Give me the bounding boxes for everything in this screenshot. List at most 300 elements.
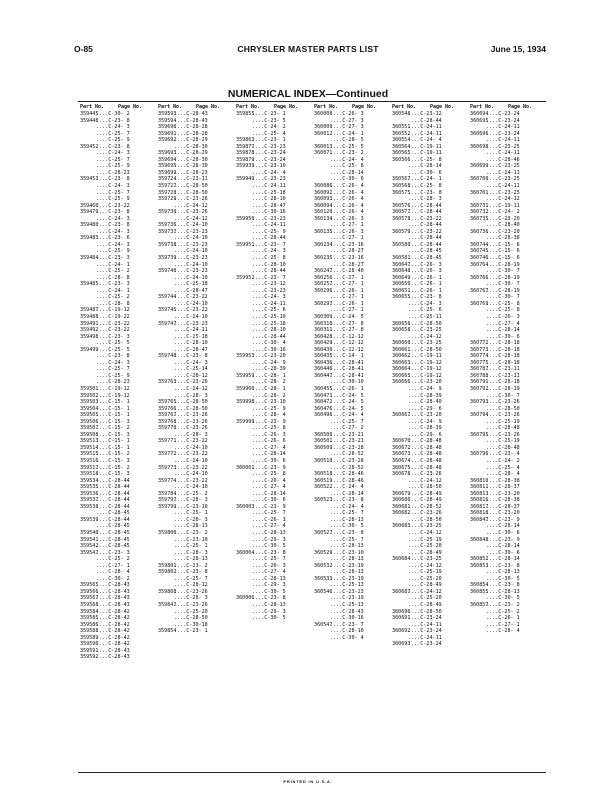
page-reference: ....C-25- 2 <box>96 268 130 275</box>
page-reference: ....C-28-42 <box>96 628 130 635</box>
part-number: 360670 <box>392 438 411 445</box>
page-reference: ....C-15- 1 <box>96 412 130 419</box>
printed-in-footer: PRINTED IN U.S.A. <box>283 779 333 784</box>
page-reference: ....C-26- 1 <box>486 615 520 622</box>
page-reference: ....C-24- 3 <box>174 359 208 366</box>
page-reference: ....C-27- 1 <box>330 222 364 229</box>
page-reference: ....C-27- 1 <box>330 274 364 281</box>
part-number: 360854 <box>470 582 489 589</box>
section-title: NUMERICAL INDEX—Continued <box>227 88 389 100</box>
part-number: 359772 <box>158 451 177 458</box>
page-reference: ....C-23- 9 <box>252 418 286 425</box>
column-header <box>390 104 468 111</box>
page-reference: ....C-28-18 <box>486 379 520 386</box>
page-reference: ....C-24-10 <box>174 444 208 451</box>
page-reference: ....C-23-24 <box>252 150 286 157</box>
part-number: 360429 <box>314 340 333 347</box>
page-reference: ....C-23- 9 <box>486 516 520 523</box>
page-reference: ....C-23-19 <box>330 562 364 569</box>
part-number: 360256 <box>314 274 333 281</box>
page-reference: ....C-25- 8 <box>486 307 520 314</box>
part-number: 359448 <box>80 117 99 124</box>
page-reference: ....C-28-13 <box>252 530 286 536</box>
page-reference: ....C-24- 4 <box>330 412 364 419</box>
page-reference: ....C-23- 3 <box>96 281 130 288</box>
page-reference: ....C-28-14 <box>330 169 364 176</box>
page-reference: ....C-24-11 <box>252 183 286 190</box>
page-reference: ....C-25-13 <box>330 582 364 589</box>
page-reference: ....C-12-12 <box>330 333 364 340</box>
part-number: 360693 <box>392 641 411 648</box>
page-reference: ....C-19-11 <box>408 143 442 150</box>
part-number: 360428 <box>314 333 333 340</box>
part-number: 360501 <box>314 438 333 445</box>
part-number: 360578 <box>392 215 411 222</box>
part-number: 359877 <box>236 143 255 150</box>
page-reference: ....C-23-26 <box>174 209 208 216</box>
page-reference: ....C-28-52 <box>330 464 364 471</box>
page-reference: ....C-28- 2 <box>252 392 286 399</box>
page-reference: ....C-23-24 <box>408 628 442 635</box>
part-number: 360311 <box>314 327 333 334</box>
page-reference: ....C-25- 7 <box>96 130 130 137</box>
page-reference: ....C-28-50 <box>174 399 208 406</box>
page-reference: ....C-23- 8 <box>330 530 364 536</box>
part-number: 360811 <box>470 484 489 491</box>
index-column <box>390 104 468 770</box>
page-reference: ....C-19-12 <box>96 385 130 392</box>
page-reference: ....C-28-44 <box>408 202 442 209</box>
page-reference: ....C-23- 9 <box>252 464 286 471</box>
page-reference: ....C-23-26 <box>486 412 520 419</box>
page-reference: ....C-25- 9 <box>252 228 286 235</box>
page-reference: ....C-24- 2 <box>252 124 286 131</box>
part-number: 360681 <box>392 503 411 510</box>
part-number: 360012 <box>314 130 333 137</box>
page-reference: ....C-28-43 <box>96 595 130 602</box>
part-number: 359727 <box>158 183 177 190</box>
part-number: 359566 <box>80 588 99 595</box>
page-reference: ....C-25- 8 <box>486 300 520 307</box>
page-reference: ....C-26- 4 <box>252 477 286 484</box>
page-reference: ....C-23-25 <box>486 176 520 183</box>
part-number: 359784 <box>158 490 177 497</box>
part-number: 360792 <box>470 385 489 392</box>
page-reference: ....C-27- 1 <box>330 307 364 314</box>
part-number: 359534 <box>80 477 99 484</box>
part-number: 360529 <box>314 549 333 556</box>
page-reference: ....C-23-19 <box>330 575 364 582</box>
part-number: 360853 <box>470 562 489 569</box>
part-number: 360552 <box>392 130 411 137</box>
page-reference: ....C-23- 8 <box>408 189 442 196</box>
page-reference: ....C-28-50 <box>174 183 208 190</box>
part-number: 359745 <box>158 307 177 314</box>
part-number: 360848 <box>470 536 489 543</box>
part-number: 360661 <box>392 346 411 353</box>
page-reference: ....C-27- 4 <box>252 523 286 530</box>
page-reference: ....C-30-16 <box>252 346 286 353</box>
page-reference: ....C-24- 3 <box>96 228 130 235</box>
page-reference: ....C-28-13 <box>330 569 364 576</box>
part-number: 359739 <box>158 255 177 262</box>
page-reference: ....C-24-10 <box>174 235 208 242</box>
part-number: 359585 <box>80 615 99 622</box>
page-reference: ....C-30- 5 <box>486 575 520 582</box>
page-reference: ....C-28-18 <box>486 359 520 366</box>
part-number: 360699 <box>470 163 489 170</box>
part-number: 359744 <box>158 294 177 301</box>
part-number: 360680 <box>392 497 411 504</box>
part-no-header: Part No. <box>392 104 417 110</box>
page-reference: ....C-15- 6 <box>486 248 520 255</box>
part-number: 359771 <box>158 438 177 445</box>
page-reference: ....C-25- 7 <box>96 156 130 163</box>
part-number: 360435 <box>314 353 333 360</box>
page-reference: ....C-25-18 <box>252 189 286 196</box>
part-number: 360766 <box>470 274 489 281</box>
page-reference: ....C-30- 5 <box>330 523 364 530</box>
part-number: 360678 <box>392 471 411 478</box>
page-reference: ....C-12-12 <box>330 340 364 347</box>
page-reference: ....C-28-41 <box>330 359 364 366</box>
page-reference: ....C-24- 1 <box>96 261 130 268</box>
page-reference: ....C-28-13 <box>330 556 364 563</box>
page-reference: ....C-24- 3 <box>252 248 286 255</box>
page-reference: ....C-23- 9 <box>486 536 520 543</box>
page-reference: ....C-26- 1 <box>408 281 442 288</box>
page-reference: ....C-23-26 <box>174 418 208 425</box>
part-no-header: Part No. <box>236 104 261 110</box>
page-reference: ....C-29- 6 <box>408 431 442 438</box>
part-number: 360655 <box>392 294 411 301</box>
page-reference: ....C-30-10 <box>330 379 364 386</box>
page-no-header: Page No. <box>118 104 143 110</box>
part-number: 359808 <box>158 588 177 595</box>
part-number: 360533 <box>314 575 333 582</box>
page-reference: ....C-23-23 <box>330 588 364 595</box>
column-header <box>312 104 390 111</box>
page-reference: ....C-25- 2 <box>486 608 520 615</box>
page-reference: ....C-28-10 <box>330 628 364 635</box>
page-reference: ....C-28-12 <box>174 582 208 589</box>
part-number: 360667 <box>392 412 411 419</box>
page-reference: ....C-15- 2 <box>96 425 130 432</box>
part-number: 360736 <box>470 228 489 235</box>
index-column <box>156 104 234 770</box>
page-reference: ....C-26- 4 <box>330 189 364 196</box>
part-number: 359950 <box>236 215 255 222</box>
part-number: 360746 <box>470 255 489 262</box>
part-number: 359740 <box>158 268 177 275</box>
page-reference: ....C-25- 5 <box>330 143 364 150</box>
top-rule <box>78 101 546 102</box>
part-number: 360447 <box>314 372 333 379</box>
page-reference: ....C-24- 1 <box>330 130 364 137</box>
page-reference: ....C-25-11 <box>408 313 442 320</box>
page-reference: ....C-23- 2 <box>330 150 364 157</box>
page-reference: ....C-25- 6 <box>408 307 442 314</box>
part-number: 360296 <box>314 287 333 294</box>
page-reference: ....C-23-26 <box>408 510 442 517</box>
part-number: 359592 <box>80 654 99 661</box>
page-reference: ....C-24- 3 <box>252 294 286 301</box>
part-number: 359515 <box>80 451 99 458</box>
part-number: 359547 <box>80 549 99 556</box>
page-reference: ....C-28-14 <box>486 543 520 550</box>
page-reference: ....C-23-24 <box>486 111 520 117</box>
part-number: 360816 <box>470 497 489 504</box>
part-number: 359855 <box>236 111 255 117</box>
page-reference: ....C-25- 9 <box>96 163 130 170</box>
page-reference: ....C-28-39 <box>252 366 286 373</box>
page-reference: ....C-25- 2 <box>96 556 130 563</box>
page-reference: ....C-28-52 <box>408 503 442 510</box>
index-row <box>468 628 546 635</box>
page-reference: ....C-23- 1 <box>252 137 286 144</box>
page-reference: ....C-30- 6 <box>486 333 520 340</box>
page-reference: ....C-24-12 <box>486 196 520 203</box>
part-number: 359507 <box>80 425 99 432</box>
part-number: 360857 <box>470 602 489 609</box>
page-reference: ....C-26- 1 <box>408 287 442 294</box>
page-reference: ....C-23-24 <box>408 615 442 622</box>
page-reference: ....C-28-50 <box>408 608 442 615</box>
page-reference: ....C-25-19 <box>408 569 442 576</box>
page-reference: ....C-30- 6 <box>252 457 286 464</box>
part-number: 360472 <box>314 399 333 406</box>
page-reference: ....C-23- 1 <box>252 111 286 117</box>
page-reference: ....C-24-12 <box>174 215 208 222</box>
page-reference: ....C-26- 6 <box>252 438 286 445</box>
part-number: 359949 <box>236 176 255 183</box>
page-reference: ....C-23- 8 <box>96 117 130 124</box>
page-reference: ....C-30- 6 <box>330 176 364 183</box>
page-reference: ....C-23-12 <box>252 281 286 288</box>
part-number: 360735 <box>470 215 489 222</box>
page-reference: ....C-25-19 <box>486 438 520 445</box>
part-number: 360687 <box>392 588 411 595</box>
index-column <box>78 104 156 770</box>
page-reference: ....C-28-13 <box>174 556 208 563</box>
page-reference: ....C-23-24 <box>252 156 286 163</box>
page-reference: ....C-23- 8 <box>486 582 520 589</box>
page-reference: ....C-28-44 <box>408 241 442 248</box>
part-number: 360773 <box>470 346 489 353</box>
page-reference: ....C-23-10 <box>330 549 364 556</box>
page-reference: ....C-28-19 <box>486 287 520 294</box>
part-number: 360430 <box>314 346 333 353</box>
page-reference: ....C-24-11 <box>486 124 520 131</box>
part-number: 359460 <box>80 202 99 209</box>
part-number: 360086 <box>314 183 333 190</box>
page-reference: ....C-28-48 <box>408 438 442 445</box>
page-reference: ....C-30- 4 <box>330 634 364 641</box>
page-reference: ....C-24-11 <box>408 634 442 641</box>
page-reference: ....C-28- 3 <box>174 392 208 399</box>
page-reference: ....C-29- 3 <box>252 608 286 615</box>
page-reference: ....C-23-26 <box>174 588 208 595</box>
page-reference: ....C-15- 3 <box>96 431 130 438</box>
part-number: 359767 <box>158 412 177 419</box>
part-number: 360577 <box>392 209 411 216</box>
page-reference: ....C-23-22 <box>174 438 208 445</box>
page-reference: ....C-23-22 <box>408 228 442 235</box>
page-reference: ....C-24-12 <box>408 530 442 536</box>
page-reference: ....C-25- 7 <box>252 510 286 517</box>
page-reference: ....C-15- 6 <box>486 255 520 262</box>
page-reference: ....C-26- 4 <box>330 196 364 203</box>
page-reference: ....C-15- 3 <box>96 418 130 425</box>
page-reference: ....C-19-12 <box>408 366 442 373</box>
page-reference: ....C-28-44 <box>96 503 130 510</box>
part-number: 359540 <box>80 530 99 536</box>
page-reference: ....C-23-10 <box>252 163 286 170</box>
page-reference: ....C-28-42 <box>96 615 130 622</box>
part-number: 360257 <box>314 281 333 288</box>
page-reference: ....C-23- 8 <box>252 549 286 556</box>
page-reference: ....C-25- 2 <box>96 294 130 301</box>
page-reference: ....C-24-11 <box>252 222 286 229</box>
part-number: 359535 <box>80 484 99 491</box>
part-number: 359766 <box>158 405 177 412</box>
part-number: 359542 <box>80 543 99 550</box>
part-number: 360675 <box>392 464 411 471</box>
page-reference: ....C-27- 8 <box>330 320 364 327</box>
page-reference: ....C-24-12 <box>408 562 442 569</box>
page-reference: ....C-28-50 <box>408 346 442 353</box>
column-header <box>78 104 156 111</box>
part-number: 359748 <box>158 353 177 360</box>
part-number: 360690 <box>392 608 411 615</box>
page-reference: ....C-24-11 <box>486 169 520 176</box>
page-reference: ....C-28-18 <box>486 340 520 347</box>
part-number: 359724 <box>158 176 177 183</box>
page-reference: ....C-28-44 <box>96 497 130 504</box>
column-header <box>156 104 234 111</box>
page-reference: ....C-26- 3 <box>408 268 442 275</box>
page-reference: ....C-26- 4 <box>330 202 364 209</box>
page-reference: ....C-25- 4 <box>252 130 286 137</box>
part-number: 360008 <box>314 111 333 117</box>
page-reference: ....C-25-18 <box>174 281 208 288</box>
page-reference: ....C-28-14 <box>486 327 520 334</box>
page-reference: ....C-27- 4 <box>252 444 286 451</box>
page-reference: ....C-28- 3 <box>408 196 442 203</box>
page-reference: ....C-23- 8 <box>486 562 520 569</box>
part-number: 360446 <box>314 366 333 373</box>
page-reference: ....C-23-10 <box>174 536 208 543</box>
page-reference: ....C-19-22 <box>96 313 130 320</box>
page-reference: ....C-23-26 <box>174 196 208 203</box>
part-number: 360649 <box>392 274 411 281</box>
page-reference: ....C-23-22 <box>174 307 208 314</box>
page-reference: ....C-25-18 <box>174 333 208 340</box>
part-number: 359774 <box>158 477 177 484</box>
page-reference: ....C-28-10 <box>174 340 208 347</box>
page-reference: ....C-24-10 <box>174 261 208 268</box>
page-reference: ....C-28-14 <box>486 556 520 563</box>
index-row <box>234 615 312 622</box>
page-reference: ....C-28-23 <box>174 169 208 176</box>
part-number: 359879 <box>236 156 255 163</box>
page-reference: ....C-28-45 <box>408 255 442 262</box>
page-reference: ....C-25- 5 <box>96 346 130 353</box>
part-number: 360774 <box>470 353 489 360</box>
part-number: 359591 <box>80 647 99 654</box>
page-reference: ....C-25- 8 <box>408 156 442 163</box>
page-reference: ....C-30- 6 <box>408 169 442 176</box>
page-reference: ....C-28-38 <box>486 497 520 504</box>
page-reference: ....C-27- 1 <box>330 235 364 242</box>
page-reference: ....C-28-44 <box>408 117 442 124</box>
part-number: 359729 <box>158 196 177 203</box>
part-number: 360522 <box>314 484 333 491</box>
page-reference: ....C-24-12 <box>174 385 208 392</box>
page-reference: ....C-19-12 <box>408 359 442 366</box>
part-number: 359584 <box>80 608 99 615</box>
part-number: 360548 <box>392 111 411 117</box>
part-number: 360772 <box>470 340 489 347</box>
part-number: 359800 <box>158 530 177 536</box>
page-reference: ....C-28-13 <box>174 523 208 530</box>
page-reference: ....C-24-12 <box>408 333 442 340</box>
part-number: 360006 <box>236 595 255 602</box>
page-reference: ....C-25- 7 <box>96 189 130 196</box>
part-number: 360682 <box>392 510 411 517</box>
page-reference: ....C-26- 3 <box>330 215 364 222</box>
page-reference: ....C-26- 1 <box>330 300 364 307</box>
page-reference: ....C-24-11 <box>486 150 520 157</box>
page-reference: ....C-23-23 <box>174 268 208 275</box>
page-reference: ....C-23- 1 <box>174 628 208 635</box>
page-reference: ....C-24- 3 <box>96 150 130 157</box>
part-number: 359518 <box>80 471 99 478</box>
page-reference: ....C-26- 3 <box>252 562 286 569</box>
page-reference: ....C-28-29 <box>174 137 208 144</box>
page-reference: ....C-26- 3 <box>486 313 520 320</box>
part-number: 360013 <box>314 143 333 150</box>
page-reference: ....C-30- 5 <box>486 595 520 602</box>
page-reference: ....C-24- 2 <box>486 457 520 464</box>
page-reference: ....C-30-18 <box>174 621 208 628</box>
page-reference: ....C-23-23 <box>252 143 286 150</box>
page-reference: ....C-23- 7 <box>252 241 286 248</box>
part-number: 360700 <box>470 176 489 183</box>
page-reference: ....C-23- 8 <box>96 143 130 150</box>
page-reference: ....C-24-10 <box>174 274 208 281</box>
part-number: 360523 <box>314 497 333 504</box>
page-reference: ....C-28-44 <box>408 235 442 242</box>
part-no-header: Part No. <box>470 104 495 110</box>
page-reference: ....C-23-22 <box>96 320 130 327</box>
page-reference: ....C-30- 7 <box>486 392 520 399</box>
page-reference: ....C-25- 2 <box>174 490 208 497</box>
part-number: 359499 <box>80 346 99 353</box>
page-reference: ....C-28-19 <box>486 385 520 392</box>
page-reference: ....C-23- 8 <box>174 569 208 576</box>
page-reference: ....C-24- 3 <box>96 241 130 248</box>
page-reference: ....C-23-25 <box>486 163 520 170</box>
part-number: 360500 <box>314 431 333 438</box>
page-reference: ....C-25- 7 <box>174 575 208 582</box>
index-row <box>156 628 234 635</box>
part-number: 359505 <box>80 412 99 419</box>
part-number: 360310 <box>314 320 333 327</box>
page-reference: ....C-24-11 <box>408 124 442 131</box>
page-reference: ....C-23-24 <box>486 130 520 137</box>
page-reference: ....C-15- 3 <box>96 457 130 464</box>
